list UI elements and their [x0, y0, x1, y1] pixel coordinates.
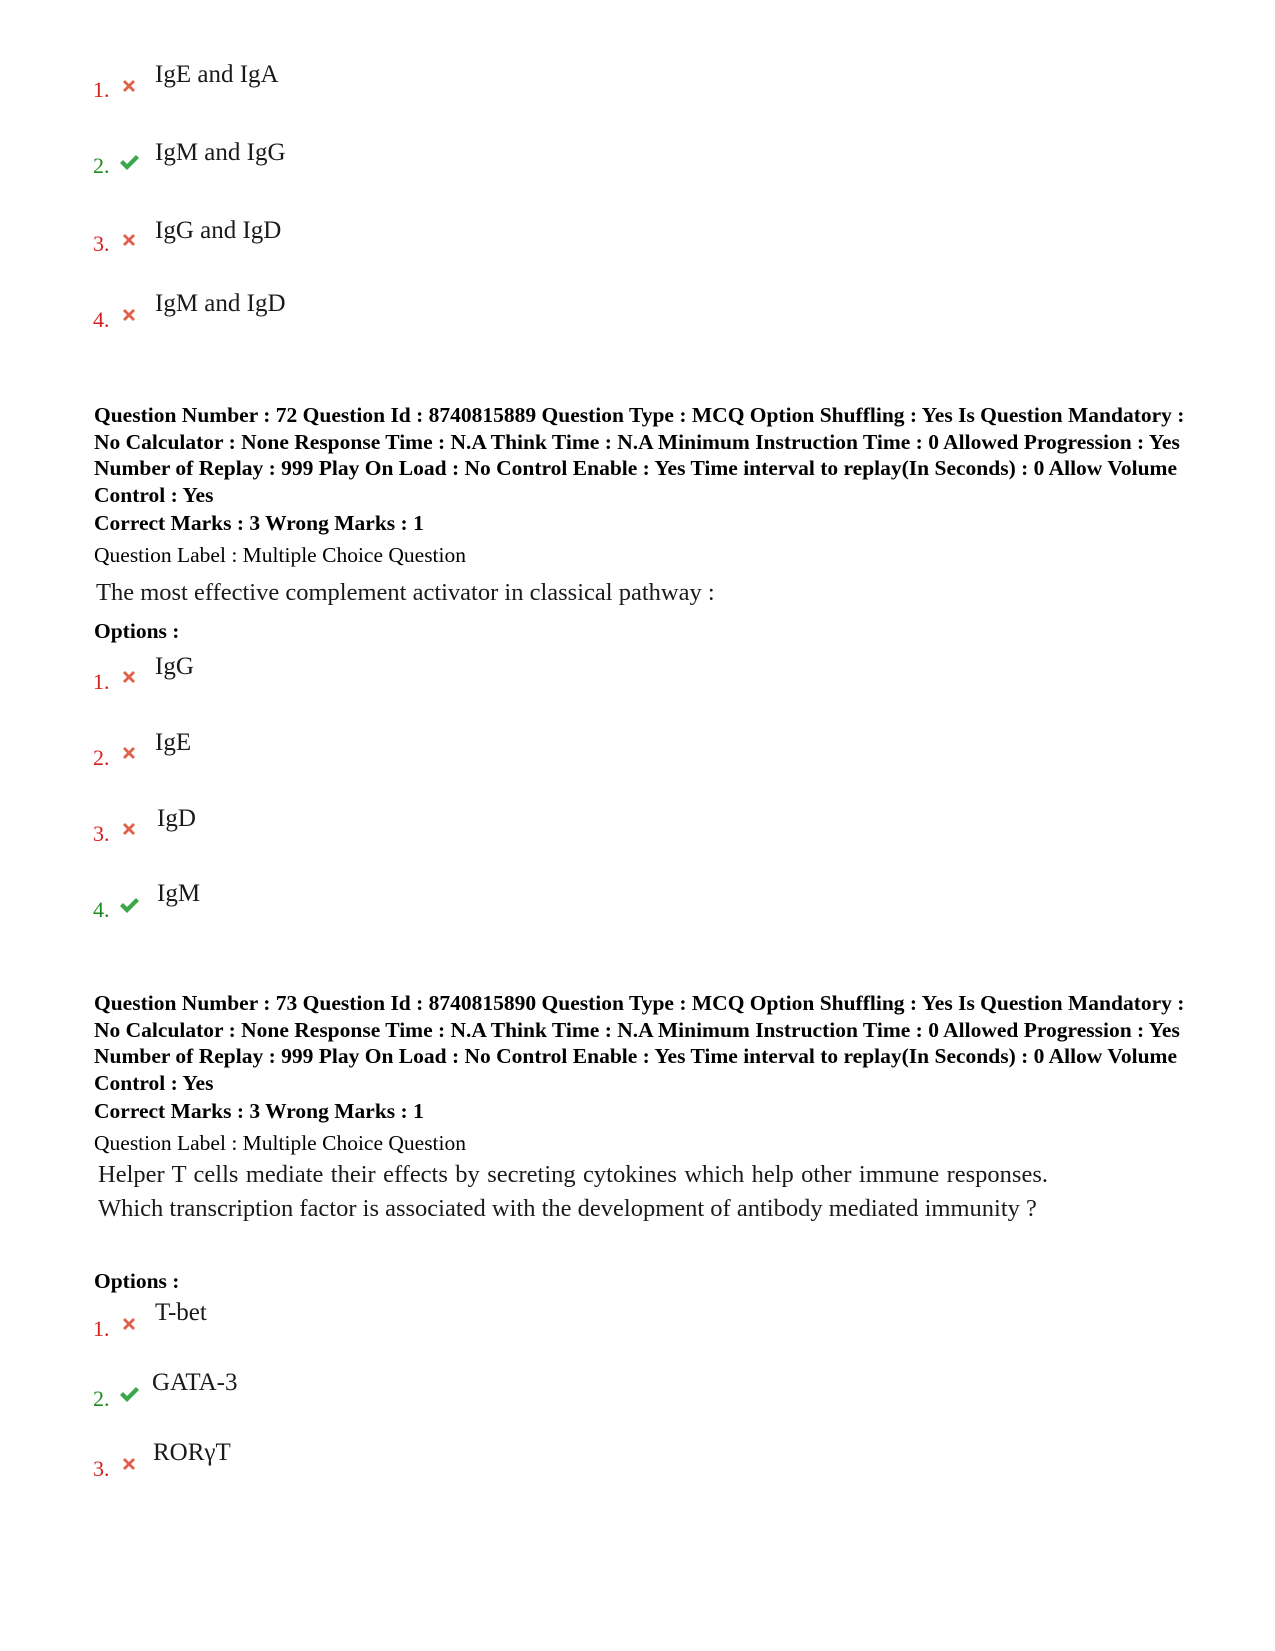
cross-icon: [118, 1453, 140, 1475]
check-icon: [118, 151, 140, 173]
question-text: The most effective complement activator in classical pathway :: [96, 579, 715, 606]
cross-icon: [118, 229, 140, 251]
option-text: IgE: [155, 729, 192, 756]
options-label: Options :: [94, 1269, 180, 1293]
cross-icon: [118, 304, 140, 326]
question-text: Helper T cells mediate their effects by secreting cytokines which help other immune responses. Which transcription factor is associated with the development of antibody mediated immunity ?: [98, 1161, 1048, 1222]
option-number: 2.: [93, 153, 110, 178]
cross-icon: [118, 742, 140, 764]
option-number: 4.: [93, 897, 110, 922]
option-number: 1.: [93, 669, 110, 694]
question-marks: Correct Marks : 3 Wrong Marks : 1: [94, 1099, 424, 1123]
option-text: IgG: [155, 653, 194, 680]
question-marks: Correct Marks : 3 Wrong Marks : 1: [94, 511, 424, 535]
option-text: IgE and IgA: [155, 61, 279, 88]
question-label: Question Label : Multiple Choice Question: [94, 1131, 467, 1155]
cross-icon: [118, 1313, 140, 1335]
question-metadata: Question Number : 72 Question Id : 8740815889 Question Type : MCQ Option Shuffling : Yes Is Question Mandatory : No Calculator : None Response Time : N.A Think Time : N.A Minimum Instruction Time : 0 Allowed Progression : Yes Number of Replay : 999 Play On Load : No Control Enable : Yes Time interval to replay(In Seconds) : 0 Allow Volume Control : Yes: [94, 403, 1185, 507]
cross-icon: [118, 666, 140, 688]
option-text: IgM and IgD: [155, 290, 286, 317]
option-text: IgD: [157, 805, 196, 832]
option-text: RORγT: [153, 1439, 231, 1466]
option-text: IgM and IgG: [155, 139, 286, 166]
check-icon: [118, 1383, 140, 1405]
cross-icon: [118, 75, 140, 97]
option-number: 1.: [93, 77, 110, 102]
cross-icon: [118, 818, 140, 840]
options-label: Options :: [94, 619, 180, 643]
question-metadata: Question Number : 73 Question Id : 8740815890 Question Type : MCQ Option Shuffling : Yes Is Question Mandatory : No Calculator : None Response Time : N.A Think Time : N.A Minimum Instruction Time : 0 Allowed Progression : Yes Number of Replay : 999 Play On Load : No Control Enable : Yes Time interval to replay(In Seconds) : 0 Allow Volume Control : Yes: [94, 991, 1185, 1095]
option-number: 2.: [93, 1386, 110, 1411]
option-number: 4.: [93, 307, 110, 332]
option-text: IgM: [157, 880, 201, 907]
check-icon: [118, 894, 140, 916]
option-number: 3.: [93, 1456, 110, 1481]
option-text: IgG and IgD: [155, 217, 282, 244]
option-text: T-bet: [155, 1299, 207, 1326]
option-number: 2.: [93, 745, 110, 770]
question-label: Question Label : Multiple Choice Question: [94, 543, 467, 567]
option-number: 1.: [93, 1316, 110, 1341]
option-number: 3.: [93, 231, 110, 256]
option-number: 3.: [93, 821, 110, 846]
option-text: GATA-3: [152, 1369, 238, 1396]
